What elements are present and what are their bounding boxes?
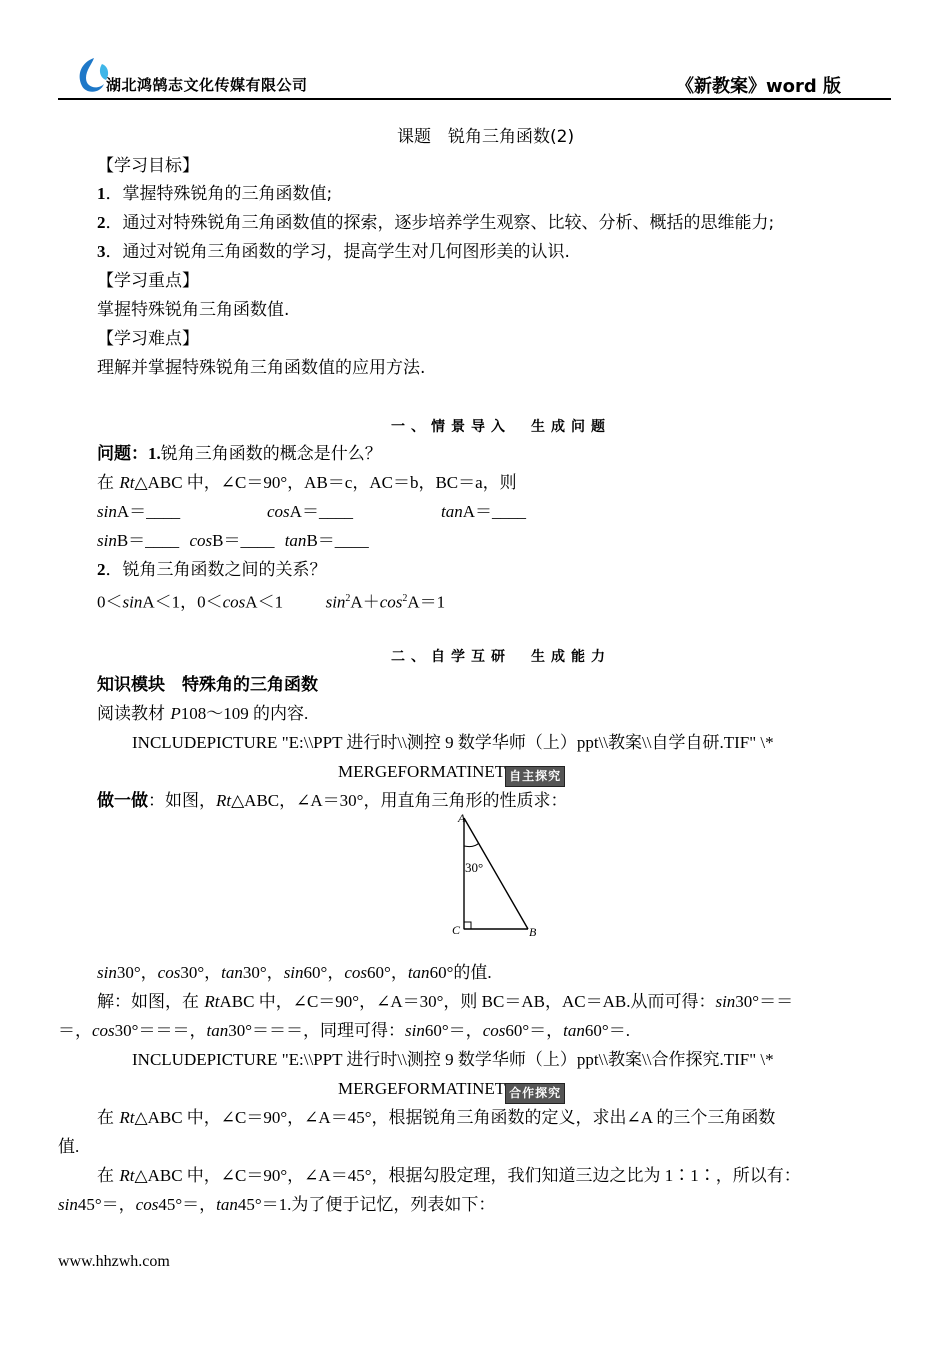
objective-2: 2．通过对特殊锐角三角函数值的探索，逐步培养学生观察、比较、分析、概括的思维能力; — [97, 213, 775, 233]
header-company: 湖北鸿鹄志文化传媒有限公司 — [106, 76, 308, 94]
header-brand: 《新教案》word 版 — [676, 76, 842, 97]
objectives-heading: 【学习目标】 — [97, 156, 199, 176]
difficulties-text: 理解并掌握特殊锐角三角函数值的应用方法. — [97, 358, 426, 378]
vertex-c-label: C — [452, 923, 461, 937]
angle-arc — [464, 843, 479, 847]
try-it: 做一做：如图，Rt△ABC，∠A＝30°，用直角三角形的性质求： — [97, 791, 568, 811]
vertex-b-label: B — [529, 925, 537, 939]
header-rule — [58, 98, 891, 100]
difficulties-heading: 【学习难点】 — [97, 329, 199, 349]
para45-line1: 在 Rt△ABC 中，∠C＝90°，∠A＝45°，根据锐角三角函数的定义，求出∠A 的三个三角函数 — [97, 1108, 776, 1128]
para45b-line2: sin45°＝，cos45°＝，tan45°＝1.为了便于记忆，列表如下： — [58, 1195, 496, 1214]
vertex-a-label: A — [458, 811, 466, 825]
section2-title: 二、自学互研 生成能力 — [391, 649, 611, 665]
objective-3: 3．通过对锐角三角函数的学习，提高学生对几何图形美的认识. — [97, 242, 570, 262]
angle-label: 30° — [465, 860, 484, 875]
right-angle-mark — [464, 922, 471, 929]
solution-line1: 解：如图，在 RtABC 中，∠C＝90°，∠A＝30°，则 BC＝AB，AC＝AB.从而可得：sin30°＝＝ — [97, 992, 794, 1012]
question-1: 问题：1.锐角三角函数的概念是什么？ — [97, 444, 382, 464]
fill-sinA: sinA＝____ — [97, 502, 181, 521]
relation-line: 0＜sinA＜1，0＜cosA＜1 $\sin^2A+\cos^2A=1$ — [97, 592, 446, 612]
includepicture-1-line2: MERGEFORMATINET 自主探究 — [338, 760, 565, 787]
given-statement: 在 Rt△ABC 中，∠C＝90°，AB＝c，AC＝b，BC＝a，则 — [97, 473, 517, 493]
fill-tanA: tanA＝____ — [441, 502, 527, 521]
includepicture-2-line1: INCLUDEPICTURE "E:\\PPT 进行时\\测控 9 数学华师（上）ppt\\教案\\合作探究.TIF" \* — [132, 1050, 774, 1069]
fill-B-line: sinB＝____ cosB＝____ tanB＝____ — [97, 531, 369, 550]
question-2: 2．锐角三角函数之间的关系？ — [97, 560, 327, 580]
values-line: sin30°，cos30°，tan30°，sin60°，cos60°，tan60°的值. — [97, 963, 492, 982]
self-study-stamp: 自主探究 — [505, 766, 565, 787]
key-points-text: 掌握特殊锐角三角函数值. — [97, 300, 290, 320]
includepicture-1-line1: INCLUDEPICTURE "E:\\PPT 进行时\\测控 9 数学华师（上）ppt\\教案\\自学自研.TIF" \* — [132, 733, 774, 752]
reading-note: 阅读教材 P108～109 的内容. — [97, 704, 309, 724]
key-points-heading: 【学习重点】 — [97, 271, 199, 291]
solution-line2: ＝，cos30°＝＝＝，tan30°＝＝＝，同理可得：sin60°＝，cos60°＝，tan60°＝. — [58, 1021, 630, 1040]
section1-title: 一、情景导入 生成问题 — [391, 419, 611, 435]
module-title: 知识模块 特殊角的三角函数 — [97, 675, 318, 695]
objective-1: 1．掌握特殊锐角的三角函数值; — [97, 184, 333, 204]
lesson-title: 课题 锐角三角函数(2) — [397, 127, 575, 147]
para45b-line1: 在 Rt△ABC 中，∠C＝90°，∠A＝45°，根据勾股定理，我们知道三边之比为 1∶1∶，所以有： — [97, 1166, 801, 1186]
triangle-figure — [444, 808, 544, 940]
fill-cosA: cosA＝____ — [267, 502, 353, 521]
includepicture-2-line2: MERGEFORMATINET 合作探究 — [338, 1077, 565, 1104]
para45-line2: 值. — [58, 1137, 80, 1156]
footer-url[interactable]: www.hhzwh.com — [58, 1253, 170, 1270]
cooperative-stamp: 合作探究 — [505, 1083, 565, 1104]
